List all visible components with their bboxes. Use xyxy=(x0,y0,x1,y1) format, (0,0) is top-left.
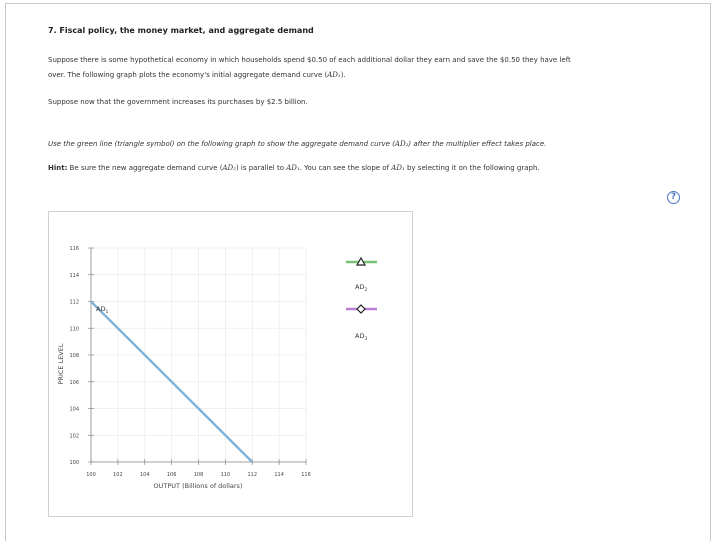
y-tick-label: 110 xyxy=(69,326,79,333)
x-tick-label: 116 xyxy=(301,472,311,478)
diamond-icon xyxy=(357,305,365,313)
plot-grid xyxy=(91,248,306,462)
x-axis-title: OUTPUT (Billions of dollars) xyxy=(153,482,243,490)
instruction-text: Use the green line (triangle symbol) on the following graph to show the aggregate demand curve (AD₂) after the multiplier effect takes place. xyxy=(48,140,547,148)
x-tick-label: 104 xyxy=(139,472,150,478)
y-axis-title: PRICE LEVEL xyxy=(57,343,65,385)
plot-axes xyxy=(88,248,306,465)
ad1-curve-label[interactable]: $AD_1$ xyxy=(96,305,109,315)
question-title: 7. Fiscal policy, the money market, and aggregate demand xyxy=(48,26,314,35)
x-tick-label: 110 xyxy=(220,472,231,478)
y-tick-label: 104 xyxy=(69,406,79,413)
y-tick-label: 106 xyxy=(69,379,79,386)
x-tick-label: 112 xyxy=(247,472,258,478)
ad3-legend-tool[interactable] xyxy=(346,305,377,342)
x-tick-label: 102 xyxy=(113,472,123,478)
y-tick-label: 102 xyxy=(69,433,79,440)
ad2-legend-tool[interactable] xyxy=(346,258,377,293)
y-tick-label: 114 xyxy=(69,272,79,279)
y-tick-label: 112 xyxy=(69,299,79,306)
hint-text: Hint: Be sure the new aggregate demand curve (AD₂) is parallel to AD₁. You can see the slope of AD₁ by selecting it on the following graph. xyxy=(48,164,540,172)
tick-labels xyxy=(69,246,310,478)
x-tick-label: 114 xyxy=(274,472,284,478)
x-tick-label: 100 xyxy=(86,472,96,478)
x-tick-label: 106 xyxy=(166,472,177,478)
government-purchase-text: Suppose now that the government increases its purchases by $2.5 billion. xyxy=(48,98,308,106)
scenario-text-line1: Suppose there is some hypothetical economy in which households spend $0.50 of each additional dollar they earn and save the $0.50 they have left xyxy=(48,56,571,64)
ad2-legend-label: $AD_2$ xyxy=(355,283,368,293)
help-icon[interactable]: ? xyxy=(667,191,680,204)
y-tick-label: 100 xyxy=(69,460,79,466)
ad3-legend-label: $AD_3$ xyxy=(355,332,368,342)
x-tick-label: 108 xyxy=(193,472,204,478)
y-tick-label: 116 xyxy=(69,246,79,252)
scenario-text-line2: over. The following graph plots the economy's initial aggregate demand curve (AD₁). xyxy=(48,71,346,79)
y-tick-label: 108 xyxy=(69,353,79,359)
